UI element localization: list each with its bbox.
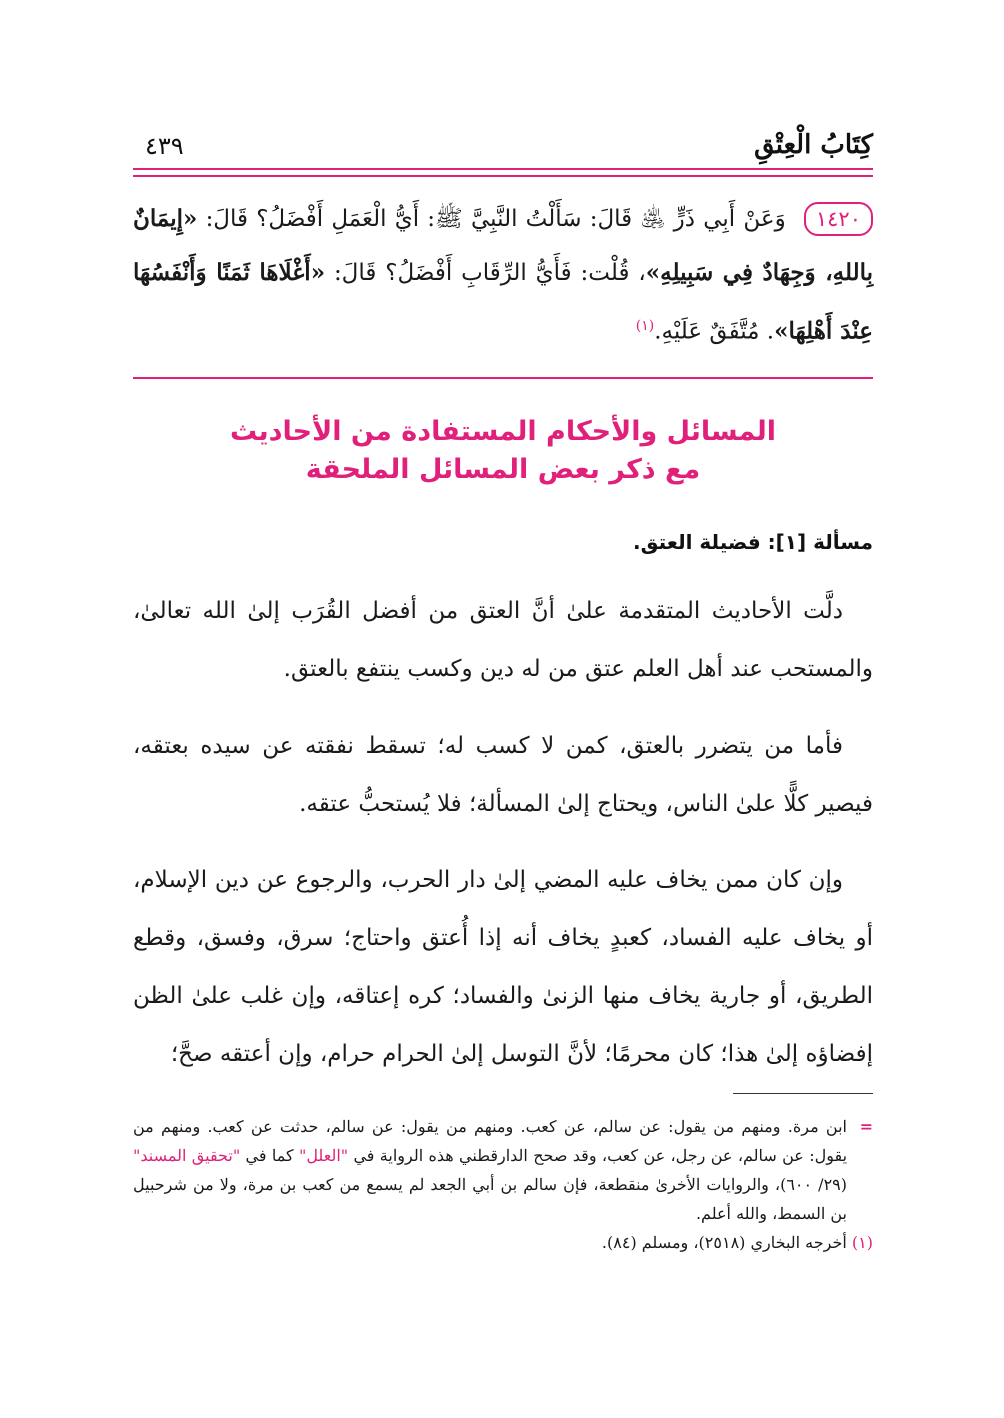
footnote-continuation-a: ابن مرة. ومنهم من يقول: عن سالم، عن كعب. ومنهم من يقول: عن سالم، حدثت عن كعب. ومنهم من يقول: عن سالم، عن رجل، عن كعب، وقد صحح الدارقطني هذه الرواية في bbox=[133, 1117, 848, 1165]
paragraph-3: وإن كان ممن يخاف عليه المضي إلىٰ دار الحرب، والرجوع عن دين الإسلام، أو يخاف عليه الفساد، كعبدٍ يخاف أنه إذا أُعتق واحتاج؛ سرق، وفسق، وقطع الطريق، أو جارية يخاف منها الزنىٰ والفساد؛ كره إعتاقه، وإن غلب علىٰ الظن إفضاؤه إلىٰ هذا؛ كان محرمًا؛ لأنَّ التوسل إلىٰ الحرام حرام، وإن أعتقه صحَّ؛ bbox=[133, 867, 873, 1067]
footnote-separator bbox=[733, 1093, 873, 1094]
hadith-middle: ، قُلْت: فَأَيُّ الرِّقَابِ أَفْضَلُ؟ قَالَ: bbox=[333, 260, 646, 286]
header-rule-bottom bbox=[133, 175, 873, 177]
header-rule-top bbox=[133, 168, 873, 170]
hadith-answer-1: «إِيمَانٌ بِاللهِ، وَجِهَادٌ فِي سَبِيلِهِ» bbox=[133, 205, 874, 286]
footnote-1 bbox=[133, 1228, 873, 1257]
hadith-ending: . مُتَّفَقٌ عَلَيْهِ. bbox=[654, 318, 775, 345]
section-heading-line-2: مع ذكر بعض المسائل الملحقة bbox=[305, 454, 701, 485]
book-title: كِتَابُ الْعِتْقِ bbox=[754, 130, 873, 160]
footnote-1-text: أخرجه البخاري (٢٥١٨)، ومسلم (٨٤). bbox=[601, 1233, 847, 1252]
continuation-marker: = bbox=[859, 1117, 873, 1136]
hadith-intro: وَعَنْ أَبِي ذَرٍّ ﵁ قَالَ: سَأَلْتُ النَّبِيَّ ﷺ: أَيُّ الْعَمَلِ أَفْضَلُ؟ قَالَ: bbox=[205, 206, 786, 232]
paragraph-1: دلَّت الأحاديث المتقدمة علىٰ أنَّ العتق من أفضل القُرَب إلىٰ الله تعالىٰ، والمستحب عند أهل العلم عتق من له دين وكسب ينتفع بالعتق. bbox=[133, 598, 873, 682]
issue-title: مسألة [١]: فضيلة العتق. bbox=[633, 530, 873, 554]
footnote-quote-1: "العلل" bbox=[298, 1146, 349, 1165]
section-divider bbox=[133, 377, 873, 379]
footnote-continuation-b: كما في bbox=[245, 1146, 294, 1165]
footnote-quote-2: "تحقيق المسند" bbox=[133, 1146, 241, 1165]
footnotes bbox=[133, 1112, 873, 1257]
footnote-1-number: (١) bbox=[851, 1233, 873, 1252]
paragraph-2: فأما من يتضرر بالعتق، كمن لا كسب له؛ تسقط نفقته عن سيده بعتقه، فيصير كلًّا علىٰ الناس، ويحتاج إلىٰ المسألة؛ فلا يُستحبُّ عتقه. bbox=[133, 733, 873, 817]
hadith-answer-2: «أَغْلَاهَا ثَمَنًا وَأَنْفَسُهَا عِنْدَ أَهْلِهَا» bbox=[133, 259, 873, 345]
page-header bbox=[133, 128, 873, 172]
hadith-number-badge: ١٤٢٠ bbox=[804, 202, 873, 236]
footnote-ref-1[interactable]: (١) bbox=[635, 318, 655, 334]
page-number: ٤٣٩ bbox=[145, 132, 184, 160]
footnote-continuation-c: (٢٩/ ٦٠٠)، والروايات الأخرىٰ منقطعة، فإن سالم بن أبي الجعد لم يسمع من كعب بن مرة، ولا من شرحبيل بن السمط، والله أعلم. bbox=[133, 1175, 847, 1223]
hadith-block bbox=[133, 192, 873, 359]
footnote-continuation bbox=[133, 1112, 873, 1228]
section-heading-line-1: المسائل والأحكام المستفادة من الأحاديث bbox=[229, 416, 777, 447]
